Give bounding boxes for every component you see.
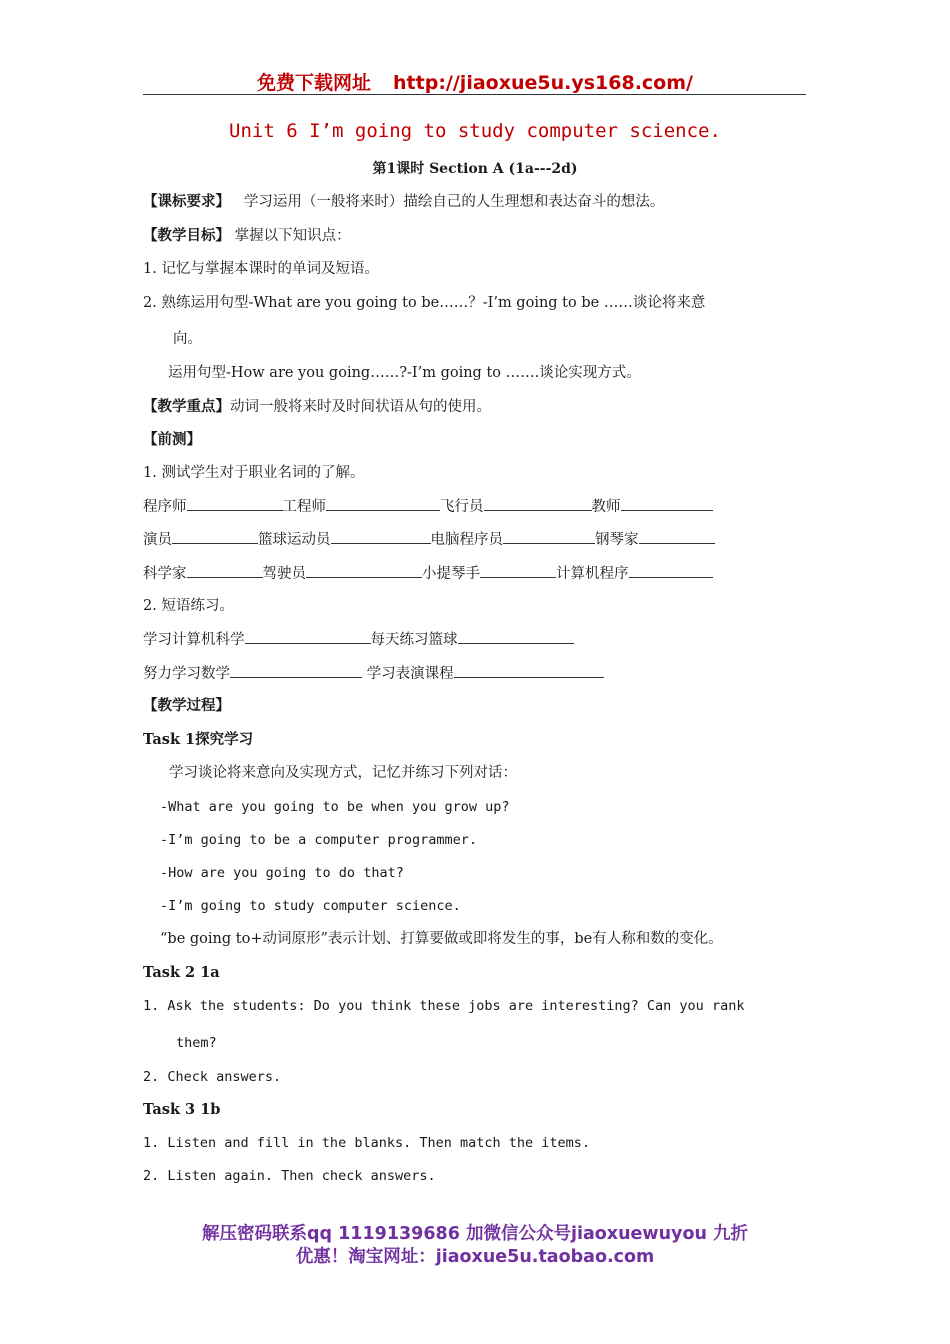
goals-item-2: 2. 熟练运用句型-What are you going to be……？-I’m going to be ……谈论将来意: [143, 295, 706, 311]
job-blank[interactable]: [629, 563, 713, 578]
site-url-link[interactable]: http://jiaoxue5u.ys168.com/: [393, 72, 693, 94]
dialog-line: -I’m going to be a computer programmer.: [160, 832, 477, 848]
goals-item-3: 运用句型-How are you going……?-I’m going to …….谈论实现方式。: [168, 365, 641, 381]
job-label: 驾驶员: [262, 566, 306, 582]
pretest-q2: 2. 短语练习。: [143, 598, 234, 614]
job-blank[interactable]: [326, 496, 440, 511]
dialog-line: -What are you going to be when you grow up?: [160, 799, 510, 815]
task2-item-1: 1. Ask the students: Do you think these jobs are interesting? Can you rank: [143, 998, 745, 1014]
job-label: 程序师: [143, 499, 187, 515]
site-header: [0, 68, 950, 95]
job-label: 科学家: [143, 566, 187, 582]
process-label: 【教学过程】: [143, 697, 230, 714]
task3-title: Task 3 1b: [143, 1101, 221, 1118]
unit-title: Unit 6 I’m going to study computer science.: [229, 120, 721, 142]
pretest-q1: 1. 测试学生对于职业名词的了解。: [143, 465, 365, 481]
job-blank[interactable]: [621, 496, 713, 511]
task2-item-1-cont: them?: [176, 1035, 217, 1051]
job-label: 电脑程序员: [430, 532, 503, 548]
phrase-label: 学习计算机科学: [143, 632, 245, 648]
job-blank[interactable]: [187, 563, 263, 578]
task1-title: Task 1探究学习: [143, 731, 254, 748]
curriculum-text: 学习运用（一般将来时）描绘自己的人生理想和表达奋斗的想法。: [243, 194, 665, 210]
job-blank[interactable]: [639, 529, 715, 544]
jobs-row: [143, 563, 713, 584]
task3-item-1: 1. Listen and fill in the blanks. Then match the items.: [143, 1135, 591, 1151]
phrases-row: [143, 629, 574, 650]
jobs-row: [143, 529, 715, 550]
site-label: 免费下载网址: [257, 72, 372, 94]
task1-note: “be going to+动词原形”表示计划、打算要做或即将发生的事，be有人称和数的变化。: [160, 931, 723, 947]
job-blank[interactable]: [187, 496, 283, 511]
phrase-label: 努力学习数学: [143, 666, 230, 682]
footer-line-1: 解压密码联系qq 1119139686 加微信公众号jiaoxuewuyou 九折: [201, 1224, 749, 1244]
job-blank[interactable]: [306, 563, 422, 578]
phrase-blank[interactable]: [245, 629, 371, 644]
focus-label: 【教学重点】: [143, 398, 230, 415]
job-label: 钢琴家: [595, 532, 639, 548]
task1-intro: 学习谈论将来意向及实现方式，记忆并练习下列对话：: [169, 765, 517, 781]
footer-line-2: 优惠！淘宝网址：jiaoxue5u.taobao.com: [295, 1247, 655, 1267]
task2-title: Task 2 1a: [143, 964, 220, 981]
phrase-label: 每天练习篮球: [370, 632, 458, 648]
phrases-row: [143, 663, 604, 684]
dialog-line: -I’m going to study computer science.: [160, 898, 461, 914]
dialog-line: -How are you going to do that?: [160, 865, 404, 881]
lesson-subtitle: 第1课时 Section A (1a---2d): [372, 161, 578, 177]
job-label: 演员: [143, 532, 172, 548]
job-label: 教师: [591, 499, 621, 515]
task3-item-2: 2. Listen again. Then check answers.: [143, 1168, 436, 1184]
pretest-label: 【前测】: [143, 431, 201, 448]
jobs-row: [143, 496, 713, 517]
goals-label: 【教学目标】: [143, 227, 230, 244]
job-blank[interactable]: [480, 563, 556, 578]
job-blank[interactable]: [484, 496, 592, 511]
job-blank[interactable]: [172, 529, 258, 544]
job-label: 工程师: [282, 499, 326, 515]
job-blank[interactable]: [331, 529, 431, 544]
goals-line: [143, 226, 351, 246]
phrase-blank[interactable]: [454, 663, 604, 678]
focus-line: [143, 397, 491, 417]
phrase-blank[interactable]: [230, 663, 362, 678]
job-label: 计算机程序: [556, 566, 629, 582]
job-label: 篮球运动员: [258, 532, 331, 548]
job-blank[interactable]: [503, 529, 595, 544]
phrase-blank[interactable]: [458, 629, 574, 644]
task2-item-2: 2. Check answers.: [143, 1069, 282, 1085]
curriculum-label: 【课标要求】: [143, 193, 230, 210]
phrase-label: 学习表演课程: [366, 666, 454, 682]
curriculum-line: [143, 192, 664, 212]
goals-text: 掌握以下知识点：: [234, 228, 351, 244]
job-label: 飞行员: [440, 499, 484, 515]
header-divider: [143, 94, 806, 95]
job-label: 小提琴手: [422, 566, 480, 582]
focus-text: 动词一般将来时及时间状语从句的使用。: [230, 399, 491, 415]
goals-item-2-cont: 向。: [173, 331, 202, 347]
goals-item-1: 1. 记忆与掌握本课时的单词及短语。: [143, 261, 379, 277]
